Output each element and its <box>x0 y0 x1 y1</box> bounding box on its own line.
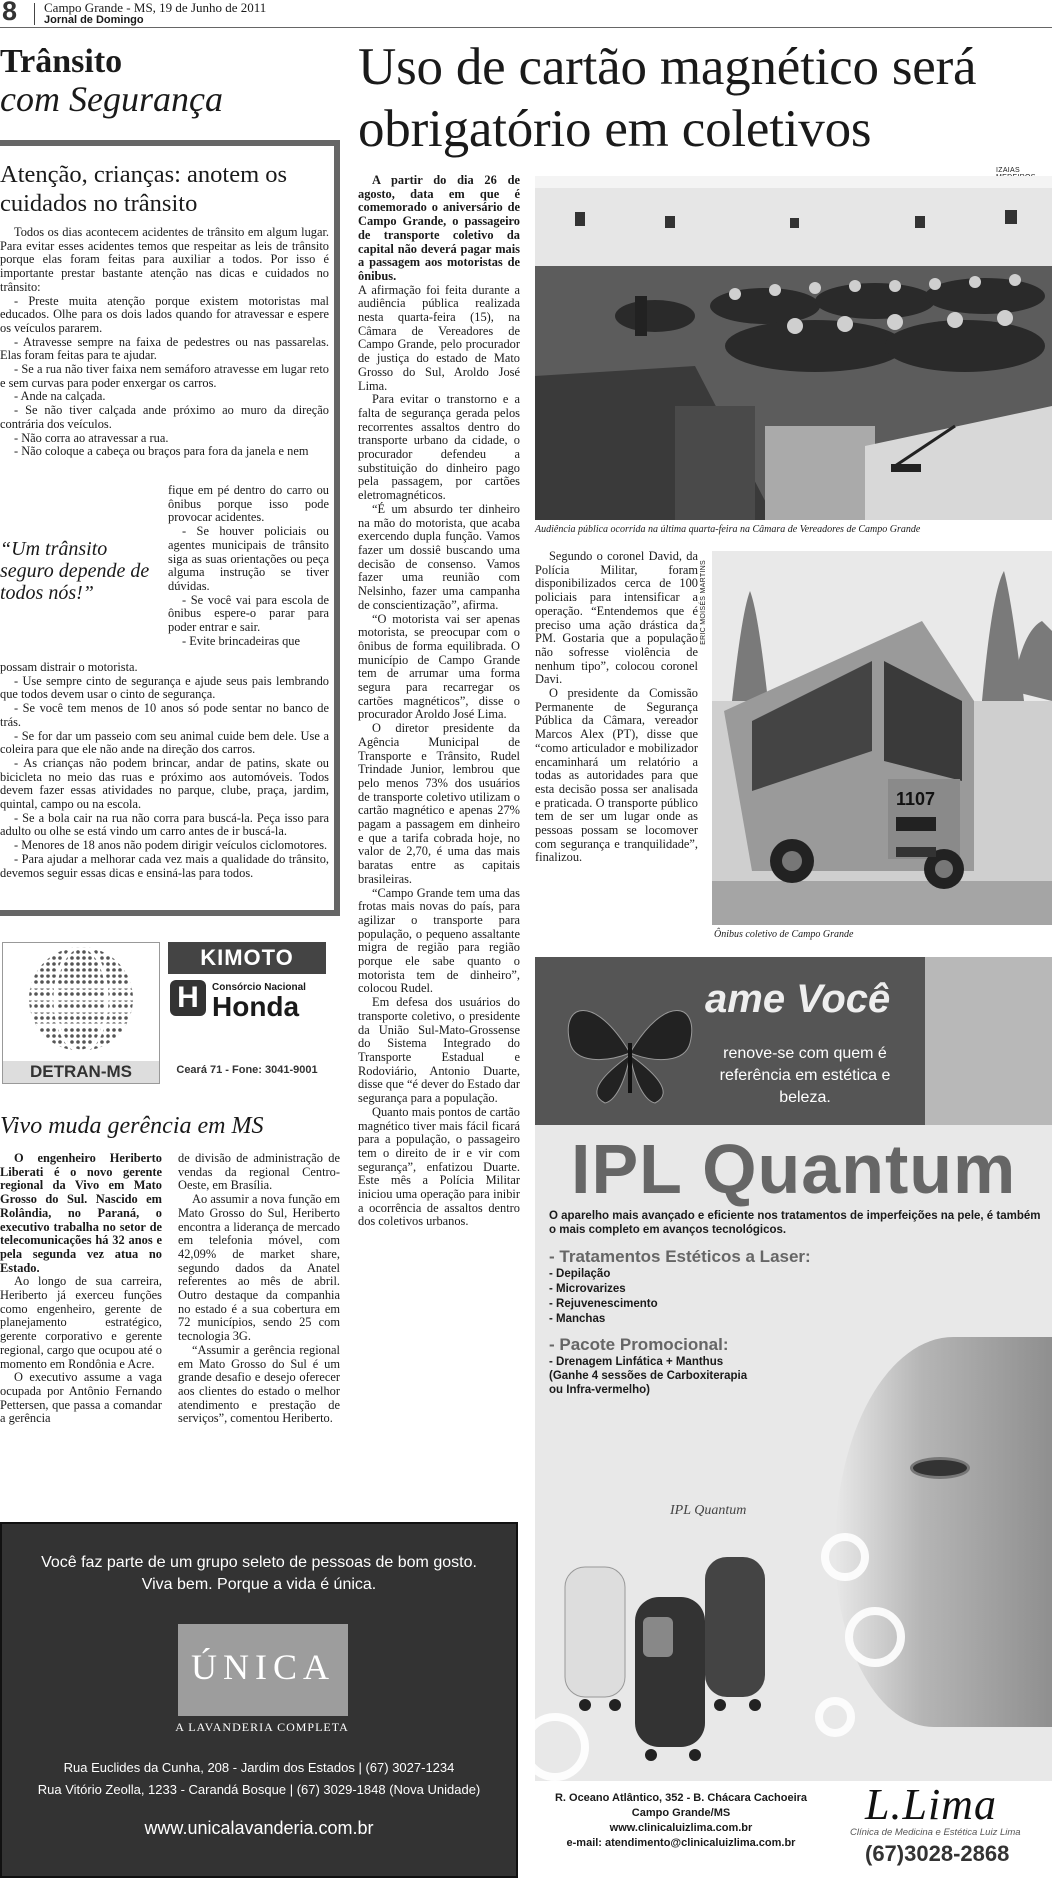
ipl-address-line: www.clinicaluizlima.com.br <box>609 1822 753 1834</box>
ipl-promo-line: ou Infra-vermelho) <box>549 1384 650 1396</box>
main-headline: Uso de cartão magnético será obrigatório em coletivos <box>358 38 977 158</box>
bus-photo-caption: Ônibus coletivo de Campo Grande <box>714 929 854 940</box>
kids-tip: - As crianças não podem brincar, andar de patins, skate ou bicicleta no meio das ruas e próximo aos automóveis. Todos devem fazer essas atividades no parque, clube, praça, jardim, quintal, campo ou na escola. <box>0 755 329 812</box>
vivo-paragraph: “Assumir a gerência regional em Mato Grosso do Sul é um grande desafio e desejo oferecer aos clientes do estado o melhor atendimento e prestação de serviços”, comentou Heriberto. <box>178 1342 340 1426</box>
ipl-description: O aparelho mais avançado e eficiente nos tratamentos de imperfeições na pele, é também o mais completo em avanços tecnológicos. <box>549 1210 1041 1236</box>
vivo-headline: Vivo muda gerência em MS <box>0 1113 264 1139</box>
vivo-col1 <box>0 1152 162 1426</box>
kids-tip: - Se não tiver calçada ande próximo ao muro da direção contrária dos veículos. <box>0 403 329 431</box>
main-paragraph: Quanto mais pontos de cartão magnético tiver mais fácil ficará para a população, o passageiro tem o direito de ir e vir com segurança”, enfatizou Duarte. Este mês a Polícia Militar iniciou uma operação para inibir a ocorrência de assaltos dentro dos coletivos urbanos. <box>358 1104 520 1229</box>
kids-tip: - Se houver policiais ou agentes municipais de trânsito siga as suas orientações ou peça alguma instrução se tiver dúvidas. <box>168 524 329 593</box>
ipl-banner-face <box>925 957 1052 1125</box>
butterfly-icon <box>555 983 705 1113</box>
header-divider <box>34 3 35 25</box>
kids-tip: - Para ajudar a melhorar cada vez mais a qualidade do trânsito, devemos seguir essas dicas e ensiná-las para todos. <box>0 851 329 880</box>
bus-photo <box>712 551 1052 925</box>
main-col2 <box>535 550 698 865</box>
ipl-product: IPL Quantum <box>571 1130 1017 1208</box>
detran-ad <box>2 942 160 1084</box>
page-number: 8 <box>2 0 18 26</box>
ipl-laser-item: - Microvarizes <box>549 1283 626 1295</box>
unica-address1: Rua Euclides da Cunha, 208 - Jardim dos Estados | (67) 3027-1234 <box>63 1760 455 1775</box>
kids-headline: Atenção, crianças: anotem os cuidados no trânsito <box>0 161 288 217</box>
main-col1 <box>358 174 520 1229</box>
kids-tip: - Não corra ao atravessar a rua. <box>14 430 169 445</box>
vivo-paragraph: O executivo assume a vaga ocupada por Antônio Fernando Pettersen, que passa a comandar a gerência <box>0 1370 162 1426</box>
kids-tip: - Menores de 18 anos não podem dirigir veículos ciclomotores. <box>14 838 328 853</box>
kids-article <box>0 140 340 916</box>
ipl-promo-line: - Drenagem Linfática + Manthus <box>549 1356 724 1368</box>
main-paragraph: O presidente da Comissão Permanente de Segurança Pública da Câmara, vereador Marcos Alex (PT), disse que “como articulador e mobilizador encaminhará um relatório a todas as autoridades para que esta decisão possa ser analisada e praticada. O transporte público tem de ser um lugar onde as pessoas possam se locomover com segurança e tranquilidade”, finalizou. <box>535 686 698 865</box>
detran-label: DETRAN-MS <box>3 1061 159 1083</box>
kids-tip: - Se a bola cair na rua não corra para buscá-la. Peça isso para adulto ou olhe se está vindo um carro antes de ir buscá-la. <box>0 810 329 839</box>
kids-tip: - Use sempre cinto de segurança e ajude seus pais lembrando que todos devem usar o cinto de segurança. <box>0 673 329 702</box>
ipl-promo-line: (Ganhe 4 sessões de Carboxiterapia <box>549 1370 748 1382</box>
ipl-laser-item: - Depilação <box>549 1268 611 1280</box>
photo-credit: ERIC MOISÉS MARTINS <box>700 560 707 645</box>
vivo-paragraph: de divisão de administração de vendas da regional Centro-Oeste, em Brasília. <box>178 1151 340 1193</box>
ipl-address <box>541 1791 821 1851</box>
main-paragraph: A afirmação foi feita durante a audiência pública realizada nesta quarta-feira (15), na Câmara de Vereadores de Campo Grande, pelo procurador de justiça do estado de Mato Grosso do Sul, Aroldo José Lima. <box>358 282 520 393</box>
section-title-line2: com Segurança <box>0 79 223 119</box>
header-location-date: Campo Grande - MS, 19 de Junho de 2011 <box>44 0 267 15</box>
ipl-address-line: e-mail: atendimento@clinicaluizlima.com.br <box>566 1837 796 1849</box>
pull-quote: “Um trânsito seguro depende de todos nós!” <box>0 538 150 604</box>
photo-credit: IZAIAS <box>996 167 1020 174</box>
kimoto-honda: Honda <box>212 991 300 1022</box>
kids-tip: - Atravesse sempre na faixa de pedestres ou nas passarelas. Elas foram feitas para te ajudar. <box>0 334 329 363</box>
bus-photo-image <box>712 551 1052 925</box>
ipl-promo-list <box>549 1355 747 1397</box>
vivo-lede: O engenheiro Heriberto Liberati é o novo gerente regional da Vivo em Mato Grosso do Sul. Nascido em Rolândia, no Paraná, o executivo trabalha no setor de telecomunicações há 32 anos e pela segunda vez atua no Estado. <box>0 1151 162 1275</box>
kimoto-subtitle: Consórcio Nacional <box>212 982 306 993</box>
kids-tip: - Se a rua não tiver faixa nem semáforo atravesse em lugar reto e sem curvas para poder enxergar os carros. <box>0 362 329 390</box>
vivo-paragraph: Ao assumir a nova função em Mato Grosso do Sul, Heriberto encontra a liderança de mercado em telefonia móvel, com 42,09% de market share, segundo dados da Anatel referentes ao mês de abril. Outro destaque da companhia no estado é a sua cobertura em 72 municípios, sendo 25 com tecnologia 3G. <box>178 1192 340 1344</box>
clinic-logo: L.Lima <box>865 1780 997 1829</box>
ipl-laser-item: - Manchas <box>549 1313 606 1325</box>
kids-tip: - Preste muita atenção porque existem motoristas mal educados. Olhe para os dois lados quando for atravessar e espere os veículos pararem. <box>0 293 329 335</box>
kimoto-brand: KIMOTO <box>168 942 326 974</box>
ipl-machines-image <box>555 1527 775 1767</box>
main-paragraph: “Campo Grande tem uma das frotas mais novas do país, para agilizar o transporte para população, o pequeno assaltante migra de região para região porque ele sabe quanto o motorista tem de dinheiro”, colocou Rudel. <box>358 885 520 996</box>
kids-tip: - Evite brincadeiras que <box>182 633 301 648</box>
unica-logo: ÚNICA <box>191 1647 335 1687</box>
kids-tip: - Ande na calçada. <box>14 389 106 404</box>
kimoto-ad <box>166 942 328 1084</box>
vivo-paragraph: Ao longo de sua carreira, Heriberto já exerceu funções como engenheiro, gerente de planejamento estratégico, gerente corporativo e gerente regional, cargo que ocupou até o momento em Rondônia e Acre. <box>0 1274 162 1371</box>
clinic-name: Clínica de Medicina e Estética Luiz Lima <box>850 1827 1021 1838</box>
main-paragraph: Para evitar o transtorno e a falta de segurança gerada pelos recorrentes assaltos dentro do transporte urbano da cidade, o procurador defendeu a substituição do dinheiro pago pela passagem, por cartões eletromagnéticos. <box>358 392 520 503</box>
bus-number: 1107 <box>896 789 936 809</box>
hearing-photo <box>535 176 1052 520</box>
ipl-promo-title: - Pacote Promocional: <box>549 1335 729 1354</box>
main-paragraph: “É um absurdo ter dinheiro na mão do motorista, que acaba exercendo dupla função. Vamos fazer um dossiê buscando uma decisão de consenso. Vamos fazer uma reunião com Nelsinho, fazer uma campanha de conscientização”, afirma. <box>358 501 520 612</box>
clinic-phone: (67)3028-2868 <box>865 1841 1010 1866</box>
ipl-tagline: renove-se com quem é referência em estética e beleza. <box>719 1045 891 1106</box>
ipl-laser-title: - Tratamentos Estéticos a Laser: <box>549 1247 811 1266</box>
kids-tip: - Não coloque a cabeça ou braços para fora da janela e nem <box>14 444 309 459</box>
ipl-laser-list <box>549 1267 658 1327</box>
kids-tip: - Se for dar um passeio com seu animal cuide bem dele. Use a coleira para que ele não ande na direção dos carros. <box>0 728 329 757</box>
honda-wing-icon: H <box>170 980 206 1016</box>
main-paragraph: Em defesa dos usuários do transporte coletivo, o presidente da União Sul-Mato-Grossense do Sistema Integrado do Transporte Estadual e Rodoviário, Antonio Duarte, disse que “é dever do Estado dar segurança para a população. <box>358 995 520 1106</box>
main-paragraph: “O motorista vai ser apenas motorista, se preocupar com o ônibus de forma equilibrada. O município de Campo Grande tem de arrumar uma forma segura para recarregar os cartões magnéticos”, disse o procurador Aroldo José Lima. <box>358 611 520 722</box>
kids-body-bottom <box>0 661 329 880</box>
ipl-address-line: R. Oceano Atlântico, 352 - B. Chácara Cachoeira <box>554 1792 808 1804</box>
unica-tagline2: Viva bem. Porque a vida é única. <box>141 1576 377 1593</box>
detran-globe-logo <box>3 943 159 1057</box>
kids-tip: - Se você tem menos de 10 anos só pode sentar no banco de trás. <box>0 701 329 729</box>
unica-website[interactable]: www.unicalavanderia.com.br <box>144 1818 374 1838</box>
section-title-line1: Trânsito <box>0 43 123 80</box>
kids-tip: fique em pé dentro do carro ou ônibus porque isso pode provocar acidentes. <box>168 483 329 525</box>
main-lede: A partir do dia 26 de agosto, data em que é comemorado o aniversário de Campo Grande, o passageiro de transporte coletivo da capital não deverá pagar mais a passagem aos motoristas de ônibus. <box>358 173 520 283</box>
unica-address2: Rua Vitório Zeolla, 1233 - Carandá Bosque | (67) 3029-1848 (Nova Unidade) <box>37 1782 481 1797</box>
ipl-small-logo: IPL Quantum <box>670 1503 747 1518</box>
unica-ad <box>0 1522 518 1878</box>
kimoto-address: Ceará 71 - Fone: 3041-9001 <box>176 1064 318 1076</box>
eye-icon <box>910 1457 970 1479</box>
hearing-photo-image <box>535 176 1052 520</box>
section-title <box>0 44 340 118</box>
ipl-address-line: Campo Grande/MS <box>631 1807 731 1819</box>
unica-logo-sub: A LAVANDERIA COMPLETA <box>175 1720 349 1734</box>
kids-tip: - Se você vai para escola de ônibus espere-o parar para poder entrar e sair. <box>168 592 329 635</box>
unica-tagline1: Você faz parte de um grupo seleto de pessoas de bom gosto. <box>41 1554 477 1571</box>
ipl-ad <box>535 957 1052 1878</box>
kids-body-wrap <box>168 484 329 648</box>
kids-intro: Todos os dias acontecem acidentes de trânsito em algum lugar. Para evitar esses acidentes temos que respeitar as leis de trânsito porque elas foram feitas para auxiliar a todos. Por isso é importante prestar bastante atenção nas dicas e cuidados no trânsito: <box>0 225 329 294</box>
header-publication: Jornal de Domingo <box>44 14 144 26</box>
hearing-photo-caption: Audiência pública ocorrida na última quarta-feira na Câmara de Vereadores de Campo Grande <box>535 524 921 535</box>
ipl-brand: ame Você <box>705 977 891 1021</box>
main-paragraph: O diretor presidente da Agência Municipal de Transporte e Trânsito, Rudel Trindade Junior, lembrou que pelo menos 73% dos usuários de transporte coletivo utilizam o cartão magnético e apenas 27% pagam a passagem em dinheiro e que a tarifa cobrada hoje, no valor de 2,70, é uma das mais baratas entre as capitais brasileiras. <box>358 721 520 886</box>
vivo-col2 <box>178 1152 340 1426</box>
kids-body-top <box>0 226 329 459</box>
page-header <box>0 0 1052 28</box>
main-paragraph: Segundo o coronel David, da Polícia Militar, foram disponibilizados cerca de 100 policiais para intensificar a operação. “Entendemos que é preciso uma ação drástica da PM. Gostaria que a população não sofresse violência de nenhum tipo”, colocou coronel Davi. <box>535 549 698 687</box>
kids-tip: possam distrair o motorista. <box>0 660 138 674</box>
ipl-laser-item: - Rejuvenescimento <box>549 1298 658 1310</box>
